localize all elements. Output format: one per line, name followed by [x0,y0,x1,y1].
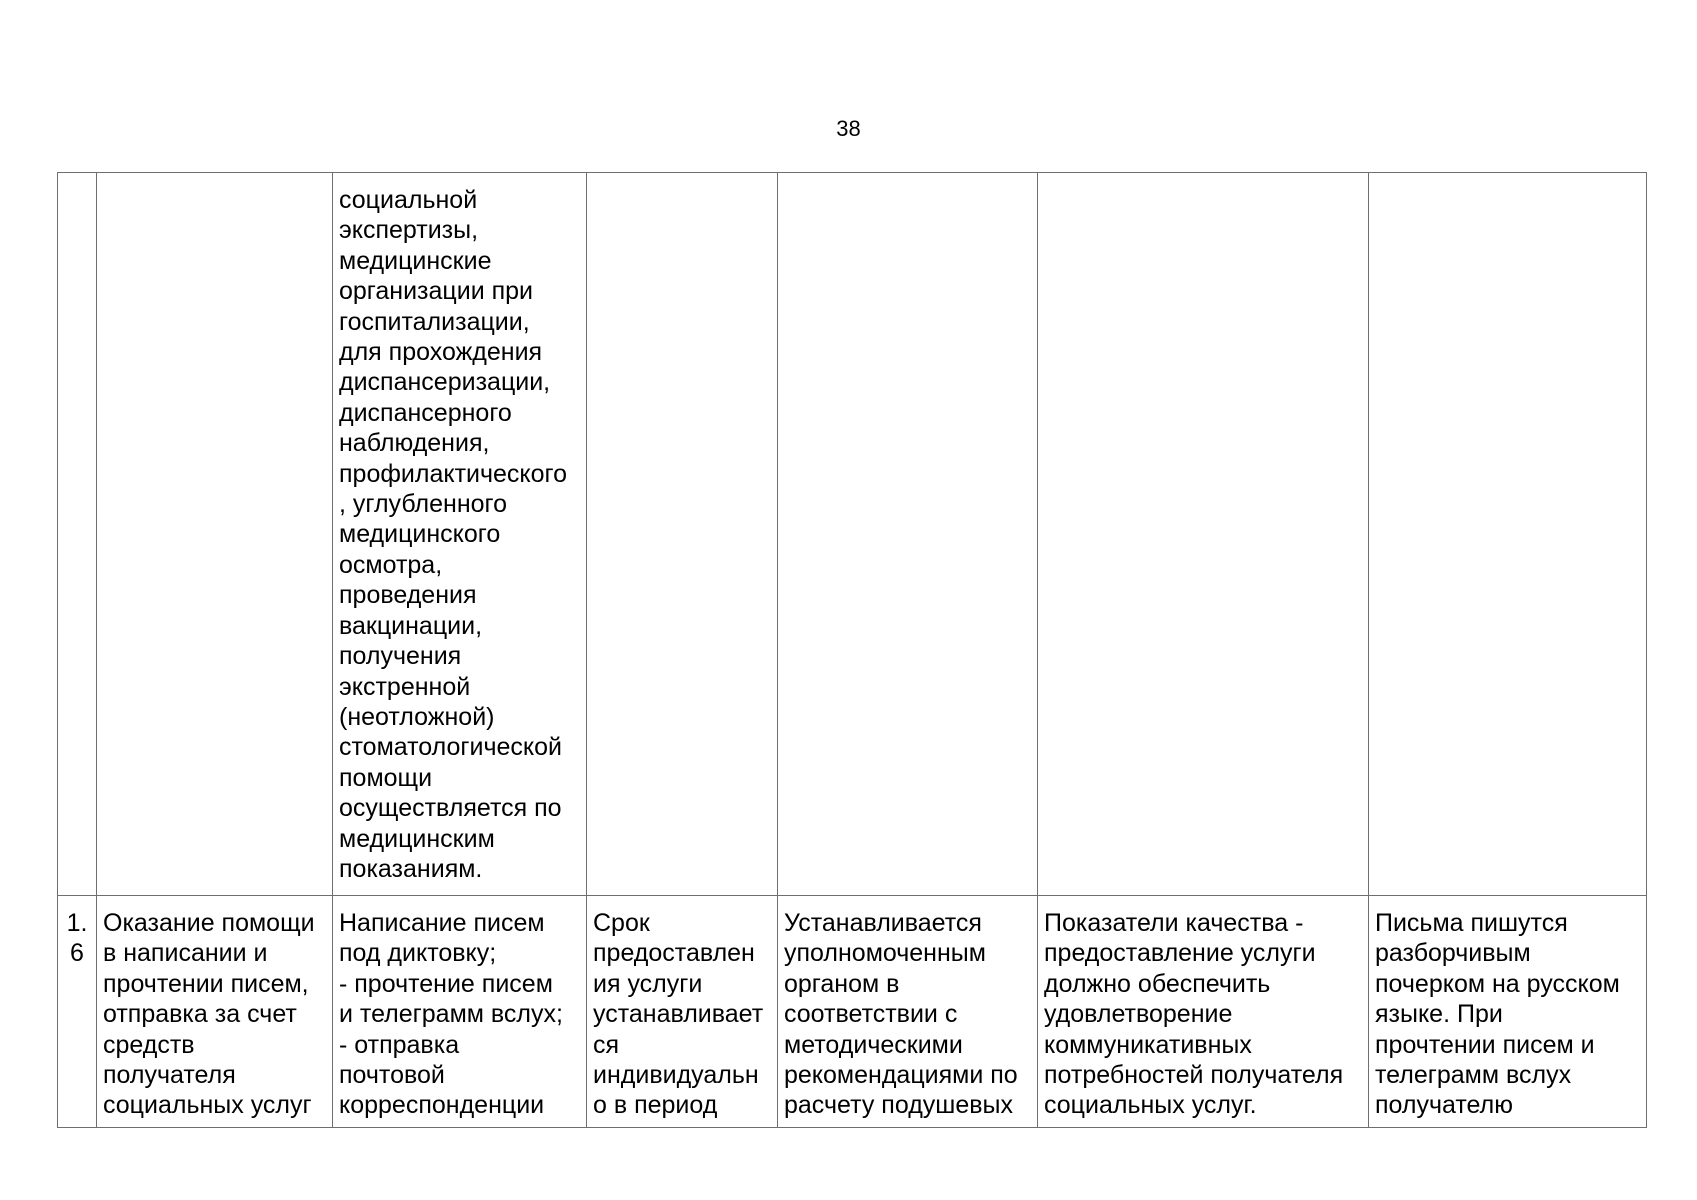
table-row [58,173,1647,896]
cell-conditions [1369,173,1647,896]
cell-number [58,173,97,896]
cell-tariff [778,173,1038,896]
cell-quality [1038,173,1369,896]
cell-service-name [97,173,333,896]
table-row [58,896,1647,1128]
page-number: 38 [836,116,861,141]
cell-description: социальной экспертизы, медицинские организации при госпитализации, для прохождения диспансеризации, диспансерного наблюдения, профилактического , углубленного медицинского осмотра, проведения вакцинации, получения экстренной (неотложной) стоматологической помощи осуществляется по медицинским показаниям. [333,173,587,896]
cell-term [587,173,778,896]
cell-conditions: Письма пишутся разборчивым почерком на русском языке. При прочтении писем и телеграмм вслух получателю [1369,896,1647,1128]
cell-term: Срок предоставлен ия услуги устанавливает ся индивидуальн о в период [587,896,778,1128]
cell-service-name: Оказание помощи в написании и прочтении писем, отправка за счет средств получателя социальных услуг [97,896,333,1128]
services-table [57,172,1647,1128]
cell-quality: Показатели качества - предоставление услуги должно обеспечить удовлетворение коммуникативных потребностей получателя социальных услуг. [1038,896,1369,1128]
cell-tariff: Устанавливается уполномоченным органом в соответствии с методическими рекомендациями по расчету подушевых [778,896,1038,1128]
cell-description: Написание писем под диктовку; - прочтение писем и телеграмм вслух; - отправка почтовой корреспонденции [333,896,587,1128]
cell-number: 1. 6 [58,896,97,1128]
